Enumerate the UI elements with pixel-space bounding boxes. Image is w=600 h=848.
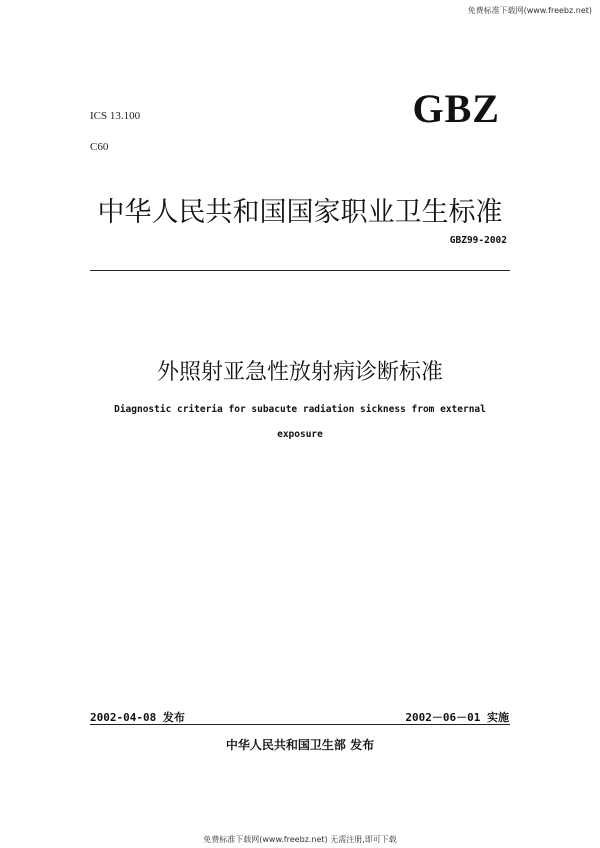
watermark-bottom: 免费标准下载网(www.freebz.net) 无需注册,即可下载 bbox=[203, 835, 397, 844]
header-divider bbox=[90, 270, 510, 271]
standard-number: GBZ99-2002 bbox=[449, 235, 507, 246]
watermark-top: 免费标准下载网(www.freebz.net) bbox=[467, 6, 592, 15]
implementation-date: 2002－06－01 实施 bbox=[405, 711, 509, 724]
standard-type-title: 中华人民共和国国家职业卫生标准 bbox=[97, 197, 503, 228]
ics-code: ICS 13.100 bbox=[90, 110, 141, 122]
issue-date: 2002-04-08 发布 bbox=[90, 711, 185, 724]
document-title-english-line2: exposure bbox=[277, 429, 323, 440]
footer-divider bbox=[90, 724, 510, 725]
document-title-chinese: 外照射亚急性放射病诊断标准 bbox=[156, 360, 443, 385]
publisher: 中华人民共和国卫生部 发布 bbox=[225, 738, 375, 752]
document-title-english-line1: Diagnostic criteria for subacute radiation sickness from external bbox=[114, 404, 486, 415]
standard-mark: GBZ bbox=[412, 86, 500, 131]
ccs-code: C60 bbox=[90, 141, 109, 153]
